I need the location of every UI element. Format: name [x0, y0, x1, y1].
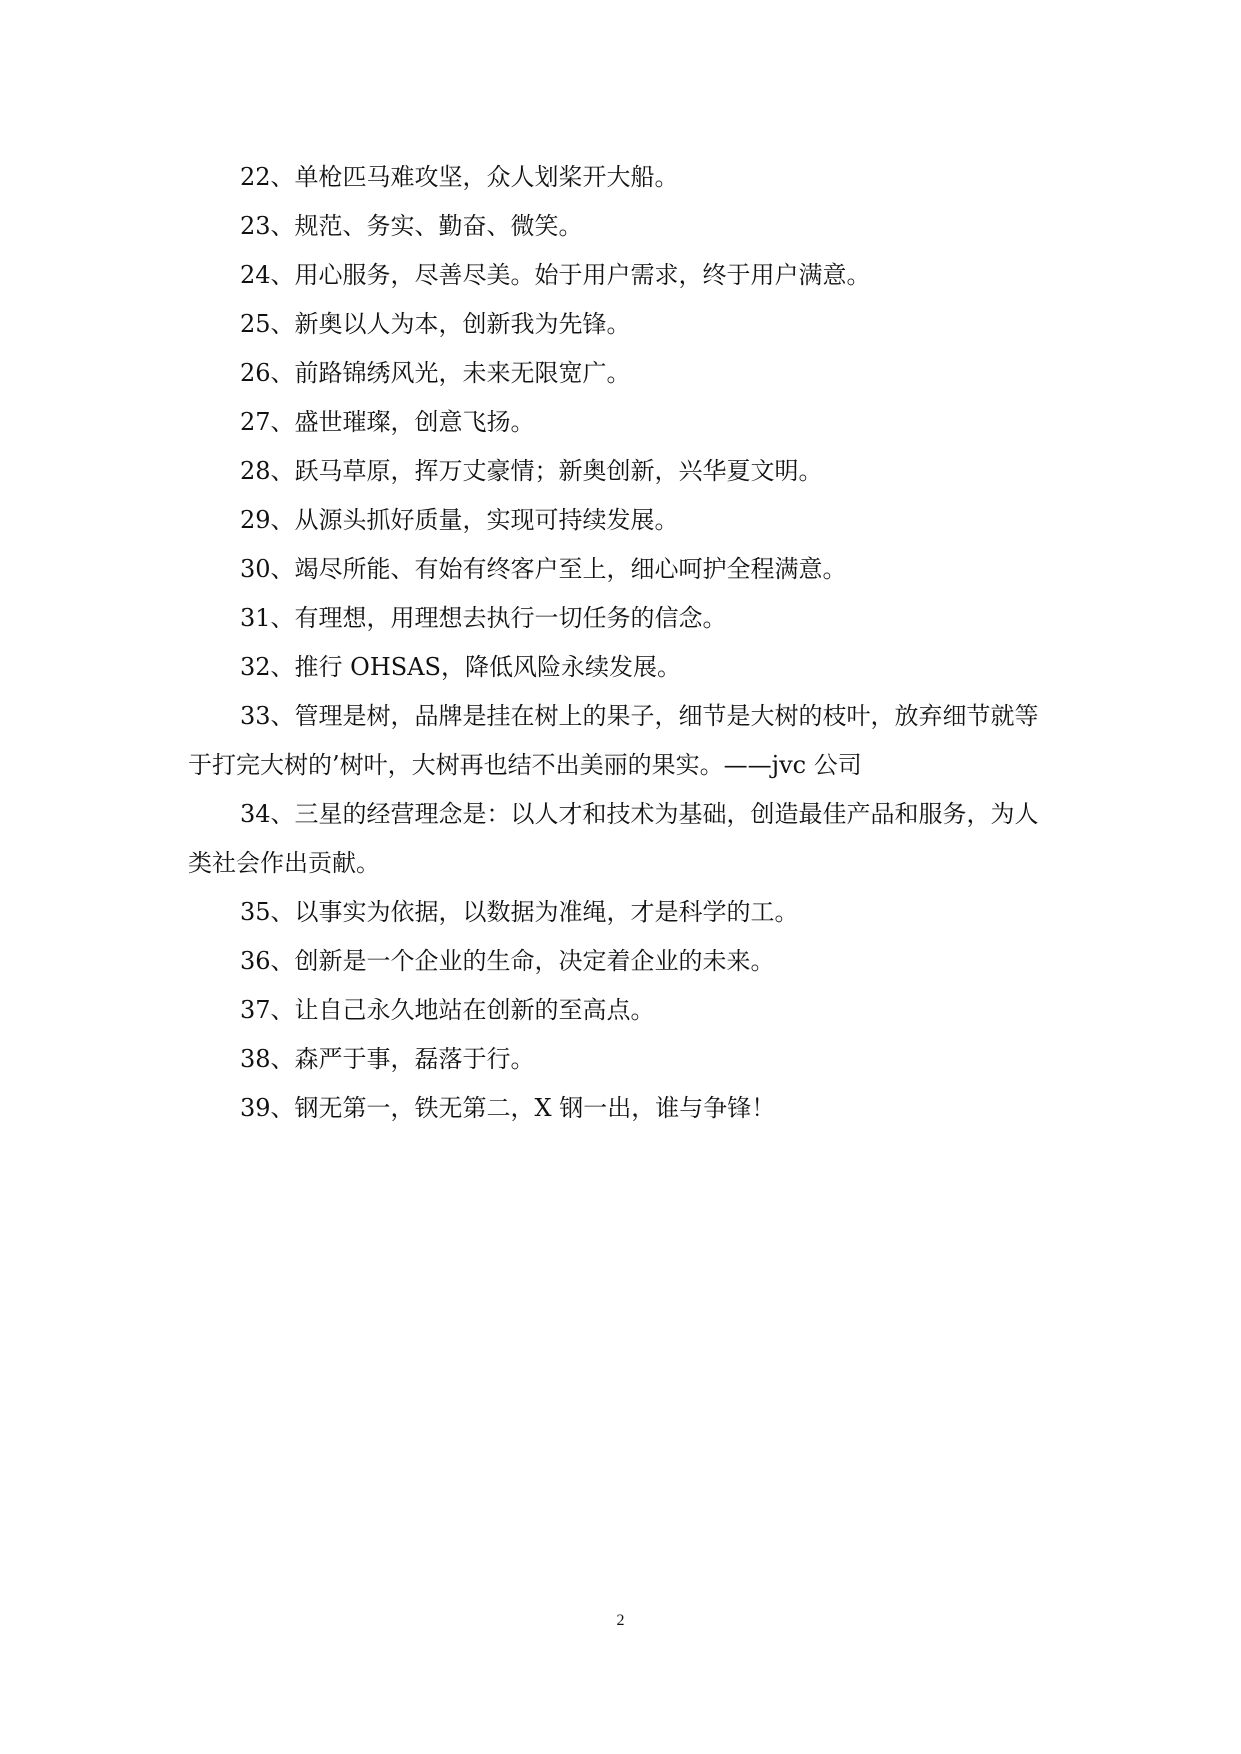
paragraph-37: 37、让自己永久地站在创新的至高点。	[240, 996, 655, 1024]
paragraph-23: 23、规范、务实、勤奋、微笑。	[240, 212, 583, 240]
document-body	[188, 153, 1058, 1133]
paragraph-30: 30、竭尽所能、有始有终客户至上，细心呵护全程满意。	[240, 555, 847, 583]
paragraph-25: 25、新奥以人为本，创新我为先锋。	[240, 310, 631, 338]
paragraph-33: 33、管理是树，品牌是挂在树上的果子，细节是大树的枝叶，放弃细节就等于打完大树的’树叶，大树再也结不出美丽的果实。——jvc 公司	[188, 702, 1039, 779]
paragraph-22: 22、单枪匹马难攻坚，众人划桨开大船。	[240, 163, 679, 191]
page-number: 2	[616, 1612, 625, 1629]
paragraph-28: 28、跃马草原，挥万丈豪情；新奥创新，兴华夏文明。	[240, 457, 823, 485]
paragraph-29: 29、从源头抓好质量，实现可持续发展。	[240, 506, 679, 534]
paragraph-24: 24、用心服务，尽善尽美。始于用户需求，终于用户满意。	[240, 261, 871, 289]
paragraph-26: 26、前路锦绣风光，未来无限宽广。	[240, 359, 631, 387]
paragraph-32: 32、推行 OHSAS，降低风险永续发展。	[240, 653, 681, 681]
paragraph-35: 35、以事实为依据，以数据为准绳，才是科学的工。	[240, 898, 799, 926]
paragraph-27: 27、盛世璀璨，创意飞扬。	[240, 408, 535, 436]
paragraph-36: 36、创新是一个企业的生命，决定着企业的未来。	[240, 947, 775, 975]
paragraph-31: 31、有理想，用理想去执行一切任务的信念。	[240, 604, 727, 632]
paragraph-38: 38、森严于事，磊落于行。	[240, 1045, 535, 1073]
paragraph-34: 34、三星的经营理念是：以人才和技术为基础，创造最佳产品和服务，为人类社会作出贡献。	[188, 800, 1039, 877]
paragraph-39: 39、钢无第一，铁无第二，X 钢一出，谁与争锋！	[240, 1094, 776, 1122]
